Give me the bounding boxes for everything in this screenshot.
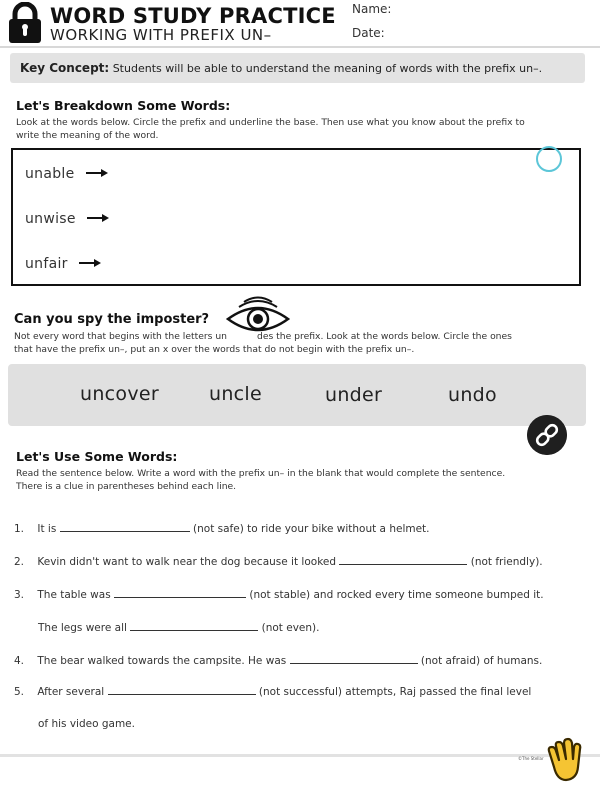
- sentence-number: 3.: [14, 589, 25, 601]
- sentence-5: [14, 685, 531, 698]
- cursor-circle: [536, 146, 562, 172]
- word-row-unable: [25, 163, 108, 182]
- breakdown-heading: Let's Breakdown Some Words:: [16, 98, 231, 113]
- imposter-word-under: under: [325, 384, 383, 406]
- use-words-instructions-line2: There is a clue in parentheses behind each line.: [16, 480, 237, 492]
- answer-blank[interactable]: [130, 621, 258, 631]
- footer-divider: [0, 754, 600, 757]
- arrow-right-icon: [86, 168, 108, 178]
- word-row-unfair: [25, 253, 101, 272]
- sentence-2: [14, 555, 543, 568]
- link-icon[interactable]: [527, 415, 567, 455]
- sentence-clue: (not safe) to ride your bike without a helmet.: [193, 523, 430, 535]
- copyright-text: ©The Stellar: [518, 756, 544, 761]
- sentence-clue: (not friendly).: [470, 556, 543, 568]
- sentence-1: [14, 522, 430, 535]
- sentence-text: The bear walked towards the campsite. He was: [37, 655, 287, 667]
- breakdown-instructions: [16, 117, 525, 142]
- sentence-3: [14, 588, 544, 601]
- page-subtitle: WORKING WITH PREFIX UN–: [50, 26, 272, 44]
- sentence-4: [14, 654, 542, 667]
- imposter-word-uncle: uncle: [209, 383, 262, 405]
- imposter-word-uncover: uncover: [80, 383, 159, 405]
- page-title: WORD STUDY PRACTICE: [50, 4, 336, 28]
- sentence-number: 2.: [14, 556, 25, 568]
- answer-blank[interactable]: [108, 685, 256, 695]
- sentence-text: The table was: [37, 589, 111, 601]
- lock-icon: [6, 2, 44, 44]
- word-unfair: unfair: [25, 256, 68, 272]
- word-row-unwise: [25, 208, 109, 227]
- answer-blank[interactable]: [339, 555, 467, 565]
- key-concept-text: Students will be able to understand the meaning of words with the prefix un–.: [112, 62, 543, 75]
- sentence-text: After several: [37, 686, 105, 698]
- imposter-instructions-part-b: des the prefix. Look at the words below. Circle the ones: [256, 331, 512, 342]
- arrow-right-icon: [79, 258, 101, 268]
- header-divider: [0, 46, 600, 48]
- use-words-instructions: [16, 468, 505, 493]
- key-concept-box: [10, 53, 585, 83]
- arrow-right-icon: [87, 213, 109, 223]
- sentence-number: 1.: [14, 523, 25, 535]
- word-unwise: unwise: [25, 211, 76, 227]
- waving-hand-icon[interactable]: [544, 737, 584, 783]
- name-label: Name:: [352, 2, 392, 16]
- use-words-instructions-line1: Read the sentence below. Write a word with the prefix un– in the blank that would complete the sentence.: [16, 468, 506, 479]
- sentence-5-cont: of his video game.: [38, 718, 135, 730]
- sentence-3-cont: [38, 621, 319, 634]
- sentence-number: 4.: [14, 655, 25, 667]
- sentence-clue: (not afraid) of humans.: [420, 655, 543, 667]
- sentence-clue: (not stable) and rocked every time someone bumped it.: [249, 589, 544, 601]
- imposter-instructions-part-a: Not every word that begins with the letters un: [14, 331, 227, 342]
- imposter-heading: Can you spy the imposter?: [14, 312, 210, 327]
- sentence-number: 5.: [14, 686, 25, 698]
- answer-blank[interactable]: [114, 588, 246, 598]
- imposter-word-undo: undo: [448, 384, 497, 406]
- answer-blank[interactable]: [290, 654, 418, 664]
- breakdown-instructions-line1: Look at the words below. Circle the prefix and underline the base. Then use what you know about the prefix to: [16, 117, 525, 128]
- imposter-instructions-line2: that have the prefix un–, put an x over the words that do not begin with the prefix un–.: [14, 343, 415, 355]
- sentence-text: Kevin didn't want to walk near the dog because it looked: [37, 556, 337, 568]
- sentence-clue: (not successful) attempts, Raj passed the final level: [258, 686, 532, 698]
- word-unable: unable: [25, 166, 75, 182]
- key-concept-label: Key Concept:: [20, 61, 110, 75]
- eye-icon[interactable]: [226, 294, 290, 340]
- breakdown-instructions-line2: write the meaning of the word.: [16, 129, 159, 141]
- sentence-text: The legs were all: [38, 622, 127, 634]
- sentence-clue: (not even).: [261, 622, 320, 634]
- date-label: Date:: [352, 26, 385, 40]
- answer-blank[interactable]: [60, 522, 190, 532]
- sentence-text: It is: [37, 523, 57, 535]
- use-words-heading: Let's Use Some Words:: [16, 449, 178, 464]
